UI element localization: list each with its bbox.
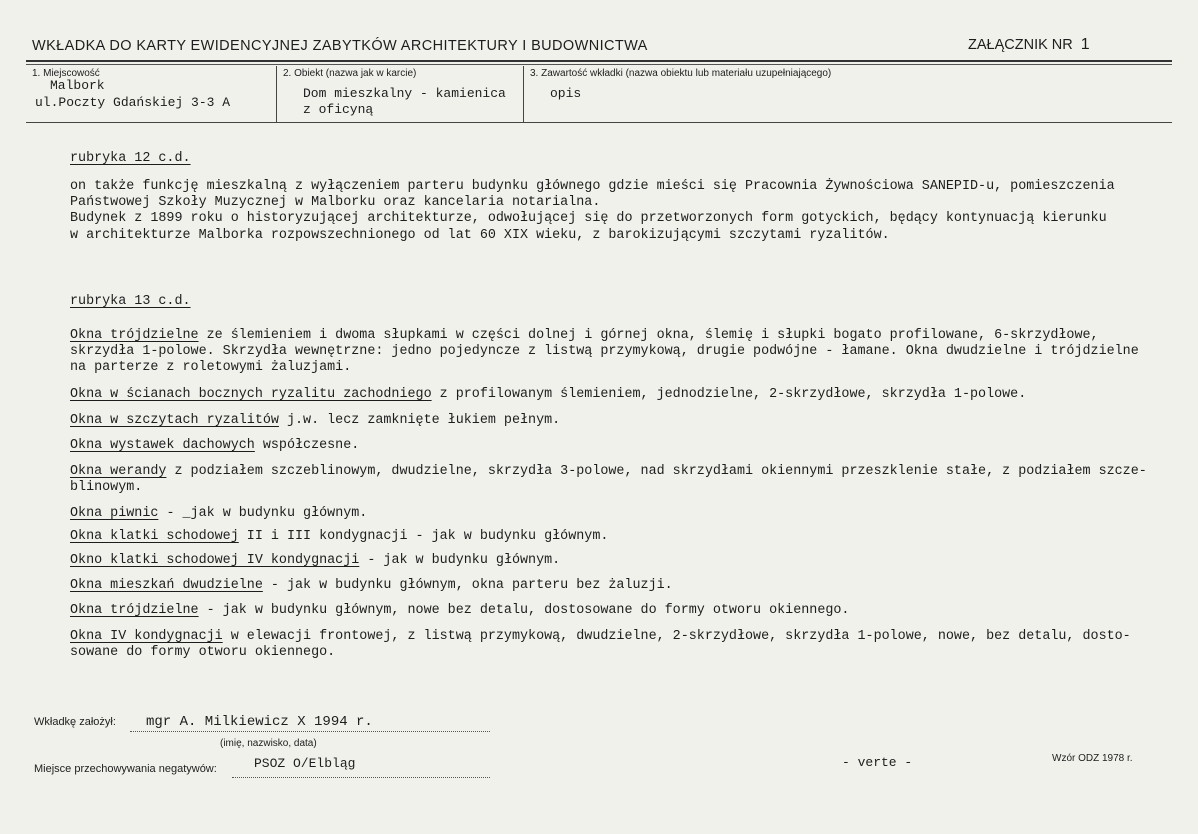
annex-label-text: ZAŁĄCZNIK NR [968, 37, 1073, 53]
window-item [70, 629, 1131, 644]
field-locality [26, 66, 277, 123]
window-desc: - jak w budynku głównym, okna parteru bez żaluzji. [262, 578, 673, 593]
window-desc: ze ślemieniem i dwoma słupkami w części dolnej i górnej okna, ślemię i słupki bogato profilowane, 6-skrzydłowe, [198, 328, 1099, 343]
section-heading-12: rubryka 12 c.d. [70, 151, 191, 166]
window-item [70, 553, 560, 568]
window-desc: - _jak w budynku głównym. [158, 506, 368, 521]
annex-number: 1 [1080, 36, 1090, 53]
window-item [70, 387, 1026, 402]
window-desc: - jak w budynku głównym. [359, 553, 561, 568]
window-term: Okna klatki schodowej [70, 529, 239, 544]
founder-label: Wkładkę założył: [34, 716, 116, 728]
field-content-label: 3. Zawartość wkładki (nazwa obiektu lub materiału uzupełniającego) [530, 68, 832, 79]
header-title: WKŁADKA DO KARTY EWIDENCYJNEJ ZABYTKÓW ARCHITEKTURY I BUDOWNICTWA [32, 38, 648, 54]
section-12-line: Państwowej Szkoły Muzycznej w Malborku oraz kancelaria notarialna. [70, 195, 601, 210]
window-item-cont: sowane do formy otworu okiennego. [70, 645, 336, 660]
form-model: Wzór ODZ 1978 r. [1052, 753, 1133, 764]
section-12-line: on także funkcję mieszkalną z wyłączeniem parteru budynku głównego gdzie mieści się Pracownia Żywnościowa SANEPID-u, pomieszczenia [70, 179, 1115, 194]
header-rule-thin [26, 64, 1172, 65]
verte-note: - verte - [842, 755, 913, 770]
window-term: Okna trójdzielne [70, 328, 199, 343]
field-locality-street: ul.Poczty Gdańskiej 3-3 A [35, 95, 231, 110]
founder-hint: (imię, nazwisko, data) [220, 738, 317, 749]
window-item [70, 529, 608, 544]
window-term: Okna mieszkań dwudzielne [70, 578, 263, 593]
window-item-cont: skrzydła 1-polowe. Skrzydła wewnętrzne: jedno pojedyncze z listwą przymykową, drugie podwójne - łamane. Okna dwudzielne i trójdzielne [70, 344, 1139, 359]
field-content-value: opis [550, 86, 582, 101]
window-desc: w elewacji frontowej, z listwą przymykową, dwudzielne, 2-skrzydłowe, skrzydła 1-polowe, nowe, bez detalu, dosto- [222, 629, 1131, 644]
window-item [70, 328, 1099, 343]
window-item [70, 464, 1147, 479]
field-object-line1: Dom mieszkalny - kamienica [303, 86, 506, 101]
section-12-line: w architekturze Malborka rozpowszechnionego od lat 60 XIX wieku, z barokizującymi szczytami ryzalitów. [70, 228, 890, 243]
field-object [277, 66, 524, 123]
field-object-label: 2. Obiekt (nazwa jak w karcie) [283, 68, 417, 79]
window-item [70, 603, 849, 618]
window-term: Okna piwnic [70, 506, 159, 521]
window-term: Okno klatki schodowej IV kondygnacji [70, 553, 360, 568]
section-12-line: Budynek z 1899 roku o historyzującej architekturze, odwołującej się do przetworzonych form gotyckich, będący kontynuacją kierunku [70, 211, 1107, 226]
window-item [70, 578, 673, 593]
window-item [70, 438, 359, 453]
storage-value: PSOZ O/Elbląg [254, 756, 356, 771]
window-desc: z profilowanym ślemieniem, jednodzielne, 2-skrzydłowe, skrzydła 1-polowe. [431, 387, 1027, 402]
field-locality-label: 1. Miejscowość [32, 68, 100, 79]
window-term: Okna trójdzielne [70, 603, 199, 618]
storage-label: Miejsce przechowywania negatywów: [34, 763, 217, 775]
window-item-cont: na parterze z roletowymi żaluzjami. [70, 360, 352, 375]
window-desc: - jak w budynku głównym, nowe bez detalu, dostosowane do formy otworu okiennego. [198, 603, 850, 618]
window-item [70, 506, 367, 521]
window-desc: j.w. lecz zamknięte łukiem pełnym. [278, 413, 561, 428]
window-desc: współczesne. [254, 438, 360, 453]
window-desc: z podziałem szczeblinowym, dwudzielne, skrzydła 3-polowe, nad skrzydłami okiennymi przeszklenie stałe, z podziałem szcze- [166, 464, 1147, 479]
window-term: Okna wystawek dachowych [70, 438, 255, 453]
annex-label [968, 36, 1090, 54]
window-item-cont: blinowym. [70, 480, 143, 495]
field-object-line2: z oficyną [303, 102, 374, 117]
window-term: Okna werandy [70, 464, 167, 479]
founder-dotted-line [130, 731, 490, 732]
window-term: Okna w szczytach ryzalitów [70, 413, 279, 428]
section-heading-13: rubryka 13 c.d. [70, 294, 191, 309]
field-locality-city: Malbork [50, 78, 105, 93]
window-term: Okna w ścianach bocznych ryzalitu zachodniego [70, 387, 432, 402]
field-content [524, 66, 1172, 123]
storage-dotted-line [232, 777, 490, 778]
founder-value: mgr A. Milkiewicz X 1994 r. [146, 714, 373, 730]
window-desc: II i III kondygnacji - jak w budynku głównym. [238, 529, 609, 544]
window-item [70, 413, 560, 428]
window-term: Okna IV kondygnacji [70, 629, 223, 644]
header-rule [26, 60, 1172, 62]
